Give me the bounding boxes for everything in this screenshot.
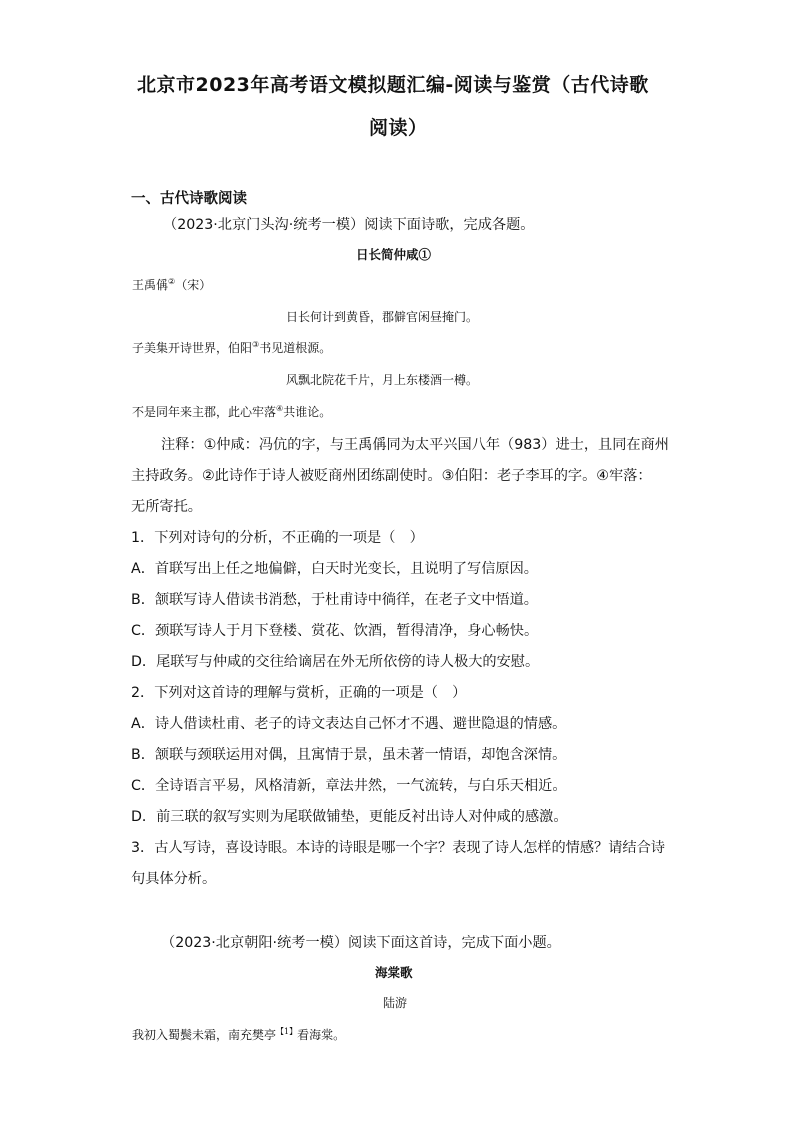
poem-line: 不是同年来主郡，此心牢落④共谁论。 (132, 404, 332, 419)
title-line-2: 阅读） (369, 117, 428, 139)
section-heading: 一、古代诗歌阅读 (131, 191, 247, 207)
poem-line: 我初入蜀鬓未霜，南充樊亭$^{【1】}$看海棠。 (132, 1027, 346, 1042)
question-stem: 3．古人写诗，喜设诗眼。本诗的诗眼是哪一个字？表现了诗人怎样的情感？请结合诗 (131, 840, 665, 856)
annotation-line: 无所寄托。 (131, 499, 202, 515)
question-stem: 1．下列对诗句的分析，不正确的一项是（ ） (131, 530, 424, 546)
answer-option: B．颔联写诗人借读书消愁，于杜甫诗中徜徉，在老子文中悟道。 (131, 592, 538, 608)
question-stem-continued: 句具体分析。 (131, 871, 217, 887)
poem-line: 风飘北院花千片，月上东楼酒一樽。 (286, 373, 479, 387)
annotation-line: 主持政务。②此诗作于诗人被贬商州团练副使时。③伯阳：老子李耳的字。④牢落： (131, 468, 652, 484)
answer-option: A．首联写出上任之地偏僻，白天时光变长，且说明了写信原因。 (131, 561, 538, 577)
answer-option: C．颈联写诗人于月下登楼、赏花、饮酒，暂得清净，身心畅快。 (131, 623, 539, 639)
answer-option: A．诗人借读杜甫、老子的诗文表达自己怀才不遇、避世隐退的情感。 (131, 716, 567, 732)
answer-option: D．尾联写与仲咸的交往给谪居在外无所依傍的诗人极大的安慰。 (131, 654, 540, 670)
answer-option: D．前三联的叙写实则为尾联做铺垫，更能反衬出诗人对仲咸的感激。 (131, 809, 568, 825)
poem-line: 子美集开诗世界，伯阳③书见道根源。 (132, 340, 332, 355)
poem-title: 海棠歌 (375, 965, 413, 980)
title-line-1: 北京市2023年高考语文模拟题汇编-阅读与鉴赏（古代诗歌 (137, 74, 649, 96)
question-intro: （2023·北京门头沟·统考一模）阅读下面诗歌，完成各题。 (163, 217, 535, 233)
poem-line: 日长何计到黄昏，郡僻官闲昼掩门。 (286, 310, 479, 324)
poem-author: 陆游 (383, 996, 408, 1010)
answer-option: C．全诗语言平易，风格清新，章法井然，一气流转，与白乐天相近。 (131, 778, 567, 794)
question-stem: 2．下列对这首诗的理解与赏析，正确的一项是（ ） (131, 685, 467, 701)
annotation-line: 注释：①仲咸：冯伉的字，与王禹偁同为太平兴国八年（983）进士，且同在商州 (161, 437, 669, 453)
poem-title: 日长简仲咸① (356, 247, 432, 262)
answer-option: B．颔联与颈联运用对偶，且寓情于景，虽未著一情语，却饱含深情。 (131, 747, 567, 763)
poem-author: 王禹偁②（宋） (132, 277, 212, 292)
question-intro: （2023·北京朝阳·统考一模）阅读下面这首诗，完成下面小题。 (161, 935, 561, 951)
